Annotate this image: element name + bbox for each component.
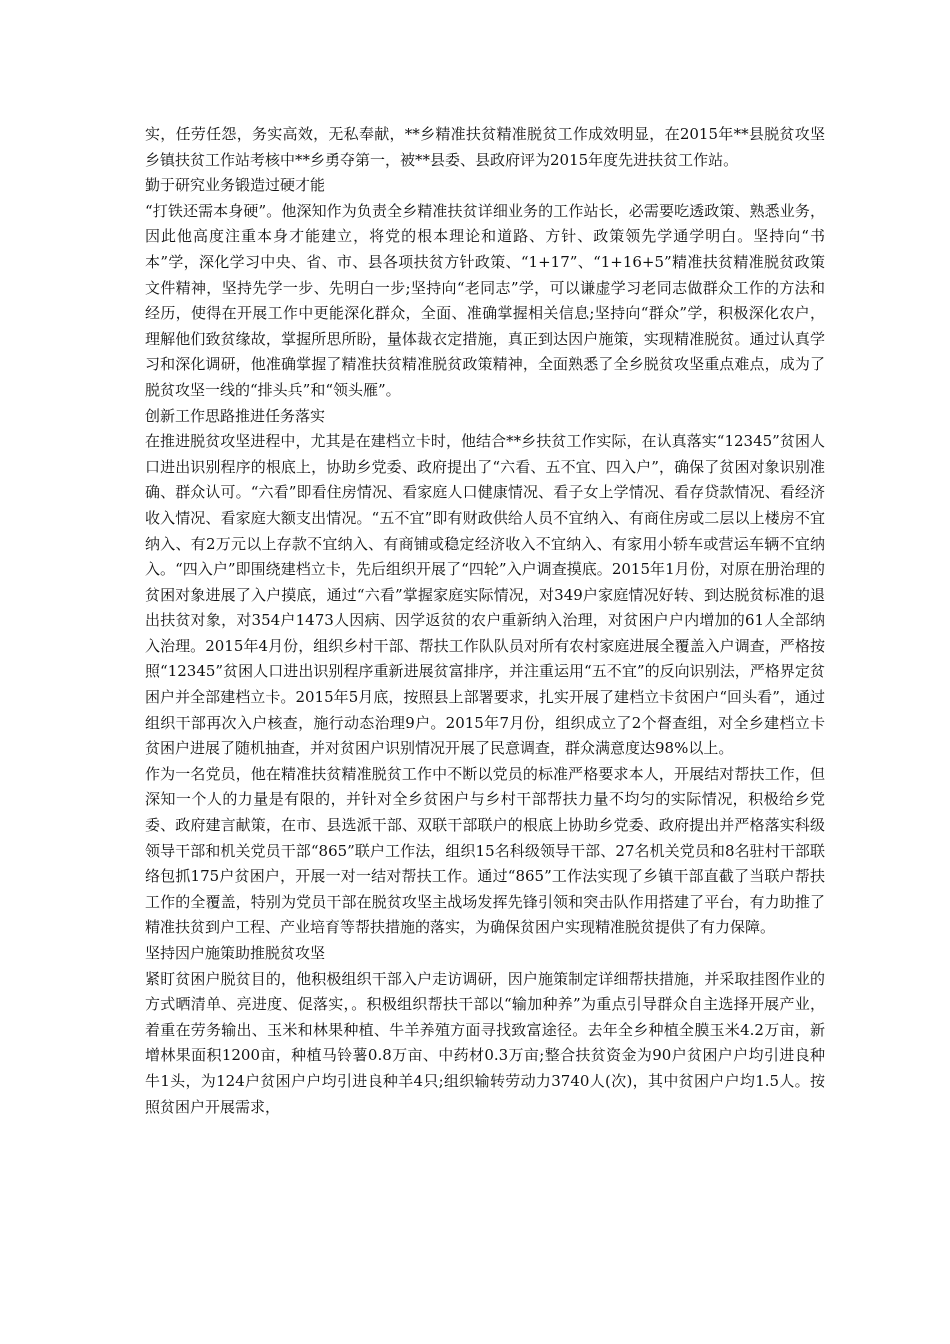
body-paragraph: 紧盯贫困户脱贫目的，他积极组织干部入户走访调研，因户施策制定详细帮扶措施，并采取挂图作业的方式晒清单、亮进度、促落实，。积极组织帮扶干部以“输加种养”为重点引导群众自主选择开展产业，着重在劳务输出、玉米和林果种植、牛羊养殖方面寻找致富途径。去年全乡种植全膜玉米4.2万亩，新增林果面积1200亩，种植马铃薯0.8万亩、中药材0.3万亩;整合扶贫资金为90户贫困户户均引进良种牛1头，为124户贫困户户均引进良种羊4只;组织输转劳动力3740人(次)，其中贫困户户均1.5人。按照贫困户开展需求，: [145, 969, 825, 1116]
document-page: [145, 122, 825, 1120]
body-paragraph: 实，任劳任怨，务实高效，无私奉献，**乡精准扶贫精准脱贫工作成效明显，在2015年**县脱贫攻坚乡镇扶贫工作站考核中**乡勇夺第一，被**县委、县政府评为2015年度先进扶贫工作站。: [145, 125, 825, 169]
section-heading: 创新工作思路推进任务落实: [145, 406, 326, 425]
body-paragraph: “打铁还需本身硬”。他深知作为负责全乡精准扶贫详细业务的工作站长，必需要吃透政策、熟悉业务，因此他高度注重本身才能建立，将党的根本理论和道路、方针、政策领先学通学明白。坚持向“书本”学，深化学习中央、省、市、县各项扶贫方针政策、“1+17”、“1+16+5”精准扶贫精准脱贫政策文件精神，坚持先学一步、先明白一步;坚持向“老同志”学，可以谦虚学习老同志做群众工作的方法和经历，使得在开展工作中更能深化群众，全面、准确掌握相关信息;坚持向“群众”学，积极深化农户，理解他们致贫缘故，掌握所思所盼，量体裁衣定措施，真正到达因户施策，实现精准脱贫。通过认真学习和深化调研，他准确掌握了精准扶贫精准脱贫政策精神，全面熟悉了全乡脱贫攻坚重点难点，成为了脱贫攻坚一线的“排头兵”和“领头雁”。: [145, 201, 825, 399]
body-paragraph: 在推进脱贫攻坚进程中，尤其是在建档立卡时，他结合**乡扶贫工作实际，在认真落实“12345”贫困人口进出识别程序的根底上，协助乡党委、政府提出了“六看、五不宜、四入户”，确保了贫困对象识别准确、群众认可。“六看”即看住房情况、看家庭人口健康情况、看子女上学情况、看存贷款情况、看经济收入情况、看家庭大额支出情况。“五不宜”即有财政供给人员不宜纳入、有商住房或二层以上楼房不宜纳入、有2万元以上存款不宜纳入、有商铺或稳定经济收入不宜纳入、有家用小轿车或营运车辆不宜纳入。“四入户”即围绕建档立卡，先后组织开展了“四轮”入户调查摸底。2015年1月份，对原在册治理的贫困对象进展了入户摸底，通过“六看”掌握家庭实际情况，对349户家庭情况好转、到达脱贫标准的退出扶贫对象，对354户1473人因病、因学返贫的农户重新纳入治理，对贫困户户内增加的61人全部纳入治理。2015年4月份，组织乡村干部、帮扶工作队队员对所有农村家庭进展全覆盖入户调查，严格按照“12345”贫困人口进出识别程序重新进展贫富排序，并注重运用“五不宜”的反向识别法，严格界定贫困户并全部建档立卡。2015年5月底，按照县上部署要求，扎实开展了建档立卡贫困户“回头看”，通过组织干部再次入户核查，施行动态治理9户。2015年7月份，组织成立了2个督查组，对全乡建档立卡贫困户进展了随机抽查，并对贫困户识别情况开展了民意调查，群众满意度达98%以上。: [145, 432, 825, 758]
section-heading: 坚持因户施策助推脱贫攻坚: [145, 944, 326, 962]
body-paragraph: 作为一名党员，他在精准扶贫精准脱贫工作中不断以党员的标准严格要求本人，开展结对帮扶工作，但深知一个人的力量是有限的，并针对全乡贫困户与乡村干部帮扶力量不均匀的实际情况，积极给乡党委、政府建言献策，在市、县选派干部、双联干部联户的根底上协助乡党委、政府提出并严格落实科级领导干部和机关党员干部“865”联户工作法，组织15名科级领导干部、27名机关党员和8名驻村干部联络包抓175户贫困户，开展一对一结对帮扶工作。通过“865”工作法实现了乡镇干部直截了当联户帮扶工作的全覆盖，特别为党员干部在脱贫攻坚主战场发挥先锋引领和突击队作用搭建了平台，有力助推了精准扶贫到户工程、产业培育等帮扶措施的落实，为确保贫困户实现精准脱贫提供了有力保障。: [145, 764, 825, 937]
section-heading: 勤于研究业务锻造过硬才能: [145, 176, 326, 195]
